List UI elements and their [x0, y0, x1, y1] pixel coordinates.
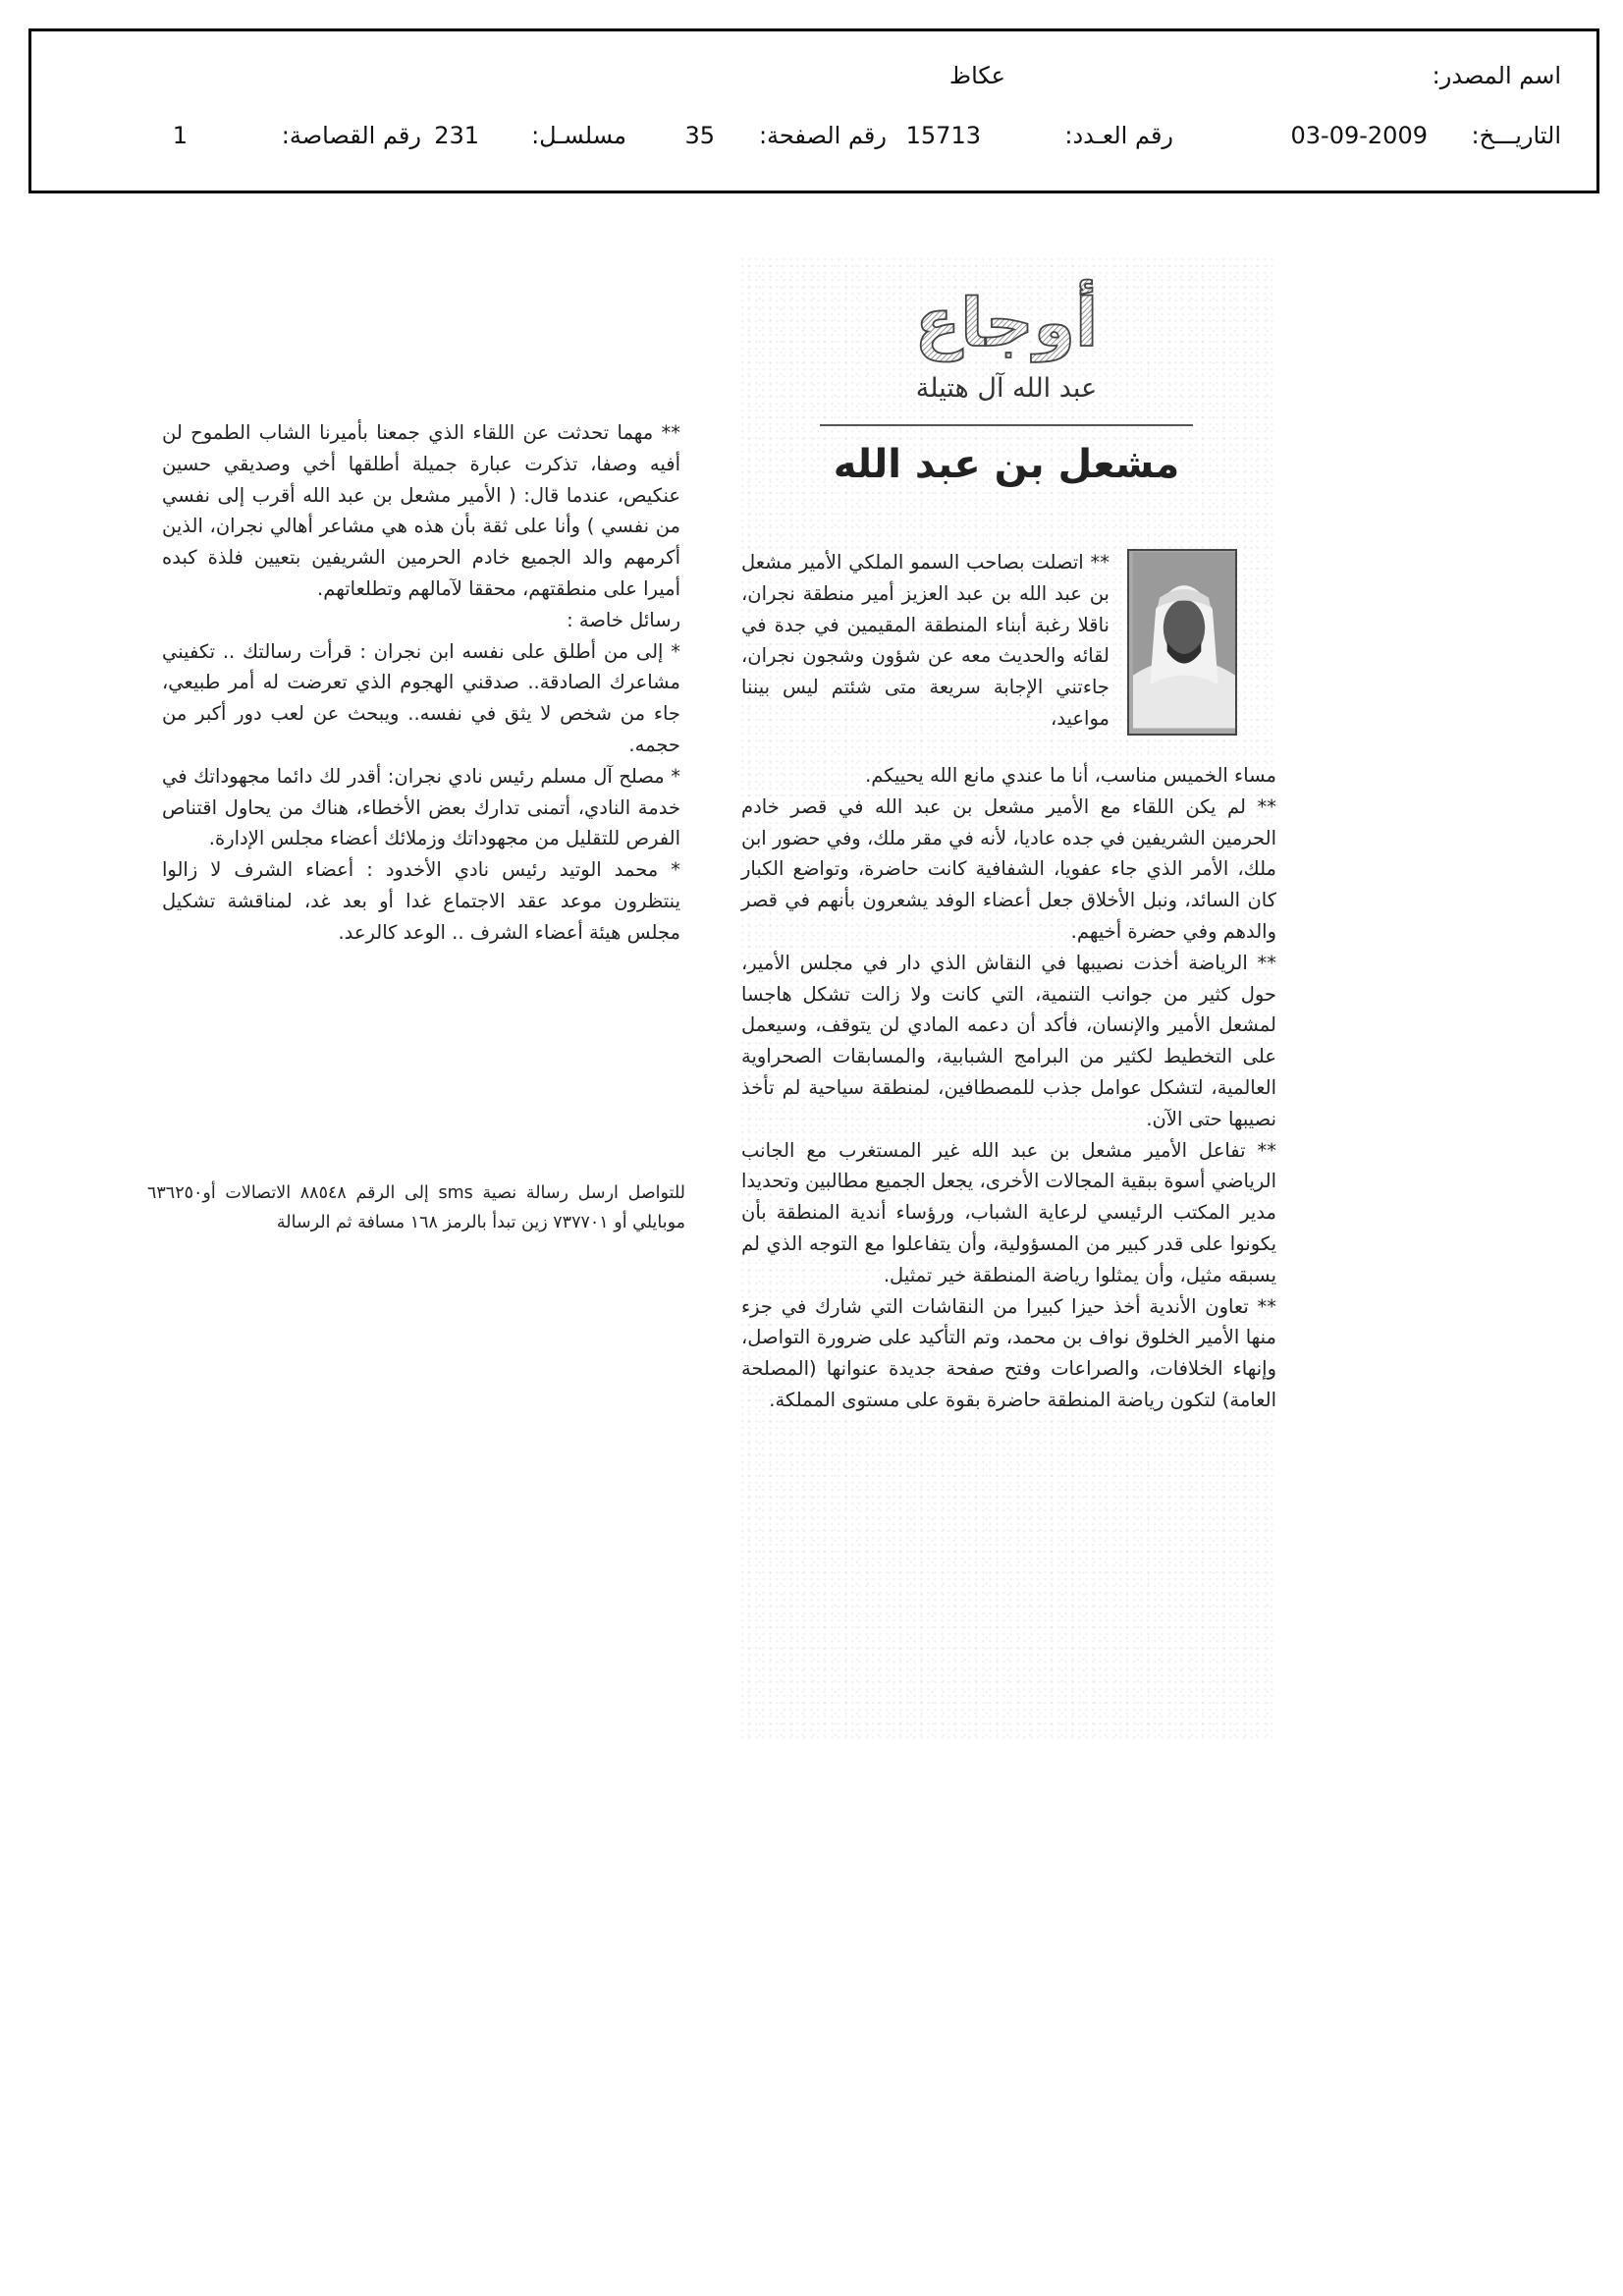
article-paragraph: ** تفاعل الأمير مشعل بن عبد الله غير المستغرب مع الجانب الرياضي أسوة ببقية المجالات الأخرى، يجعل الجميع مطالبين وتحديدا مدير المكتب الرئيسي لرعاية الشباب، ورؤساء أندية المنطقة بأن يكونوا على قدر كبير من المسؤولية، وأن يتفاعلوا مع التوجه الذي لم يسبقه مثيل، وأن يمثلوا رياضة المنطقة خير تمثيل. — [741, 1138, 1276, 1286]
article-paragraph: ** الرياضة أخذت نصيبها في النقاش الذي دار في مجلس الأمير، حول كثير من جوانب التنمية، التي كانت ولا زالت تشكل هاجسا لمشعل الأمير والإنسان، فأكد أن دعمه المادي لن يتوقف، وسيعمل على التخطيط لكثير من البرامج الشبابية، والمسابقات الصحراوية العالمية، لتشكل عوامل جذب للمصطافين، لمنطقة سياحية لم تأخذ نصيبها حتى الآن. — [741, 951, 1276, 1130]
contact-note-text: للتواصل ارسل رسالة نصية sms إلى الرقم ٨٨٥٤٨ الاتصالات أو٦٣٦٢٥٠ موبايلي أو ٧٣٧٧٠١ زين تبدأ بالرمز ١٦٨ مسافة ثم الرسالة — [147, 1183, 685, 1232]
serial-label: مسلسـل: — [531, 122, 626, 149]
article-paragraph: * مصلح آل مسلم رئيس نادي نجران: أقدر لك دائما مجهوداتك في خدمة النادي، أتمنى تدارك بعض الأخطاء، هناك من يحاول اقتناص الفرص للتقليل من مجهوداتك وزملائك أعضاء مجلس الإدارة. — [162, 764, 680, 850]
source-label: اسم المصدر: — [1432, 62, 1561, 89]
article-body — [741, 760, 1276, 1416]
date-label: التاريـــخ: — [1471, 122, 1561, 149]
clip-value: 1 — [172, 122, 188, 149]
private-messages-heading: رسائل خاصة : — [567, 608, 680, 631]
page-label: رقم الصفحة: — [758, 122, 887, 149]
column-logo — [859, 275, 1154, 363]
column-logo-text: أوجاع — [914, 285, 1099, 362]
author-divider — [820, 424, 1193, 426]
article-paragraph: مساء الخميس مناسب، أنا ما عندي مانع الله يحييكم. — [865, 764, 1276, 787]
contact-note — [147, 1178, 685, 1237]
clipping-metadata-box — [28, 28, 1599, 193]
article-paragraph: * محمد الوتيد رئيس نادي الأخدود : أعضاء الشرف لا زالوا ينتظرون موعد عقد الاجتماع غدا أو بعد غد، لمناقشة تشكيل مجلس هيئة أعضاء الشرف .. الوعد كالرعد. — [162, 858, 680, 944]
article-left-column — [162, 417, 680, 949]
page-value: 35 — [684, 122, 715, 149]
date-value: 03-09-2009 — [1290, 122, 1428, 149]
issue-value: 15713 — [905, 122, 981, 149]
article-paragraph: ** لم يكن اللقاء مع الأمير مشعل بن عبد الله في قصر خادم الحرمين الشريفين في جده عاديا، لأنه في مقر ملك، وفي حضور ابن ملك، الأمر الذي جاء عفويا، الشفافية كانت حاضرة، وتواضع الكبار كان السائد، ونبل الأخلاق جعل أعضاء الوفد يشعرون بأنهم في قصر والدهم وفي حضرة أخيهم. — [741, 794, 1276, 943]
article-right-column — [741, 257, 1276, 1740]
article-paragraph: ** تعاون الأندية أخذ حيزا كبيرا من النقاشات التي شارك في جزء منها الأمير الخلوق نواف بن محمد، وتم التأكيد على ضرورة التواصل، وإنهاء الخلافات، والصراعات وفتح صفحة جديدة عنوانها (المصلحة العامة) لتكون رياضة المنطقة حاضرة بقوة على مستوى المملكة. — [741, 1294, 1276, 1411]
article-paragraph: ** مهما تحدثت عن اللقاء الذي جمعنا بأميرنا الشاب الطموح لن أفيه وصفا، تذكرت عبارة جميلة أطلقها أخي وصديقي حسين عنكيص، عندما قال: ( الأمير مشعل بن عبد الله أقرب إلى نفسي من نفسي ) وأنا على ثقة بأن هذه هي مشاعر أهالي نجران، الذين أكرمهم والد الجميع خادم الحرمين الشريفين بتعيين فلذة كبده أميرا على منطقتهم، محققا لآمالهم وتطلعاتهم. — [162, 421, 680, 600]
author-photo — [1127, 549, 1237, 736]
article-intro: ** اتصلت بصاحب السمو الملكي الأمير مشعل بن عبد الله بن عبد العزيز أمير منطقة نجران، ناقلا رغبة أبناء المنطقة المقيمين في جدة في لقائه والحديث معه عن شؤون وشجون نجران، جاءتني الإجابة سريعة متى شئتم ليس بيننا مواعيد، — [741, 551, 1109, 730]
clip-label: رقم القصاصة: — [281, 122, 421, 149]
issue-label: رقم العـدد: — [1064, 122, 1173, 149]
column-author: عبد الله آل هتيلة — [915, 373, 1098, 404]
article-headline: مشعل بن عبد الله — [833, 442, 1180, 487]
source-value: عكاظ — [948, 62, 1005, 89]
serial-value: 231 — [434, 122, 479, 149]
article-paragraph: * إلى من أطلق على نفسه ابن نجران : قرأت رسالتك .. تكفيني مشاعرك الصادقة.. صدقني الهجوم الذي تعرضت له أمر طبيعي، جاء من شخص لا يثق في نفسه.. ويبحث عن لعب دور أكبر من حجمه. — [162, 639, 680, 756]
